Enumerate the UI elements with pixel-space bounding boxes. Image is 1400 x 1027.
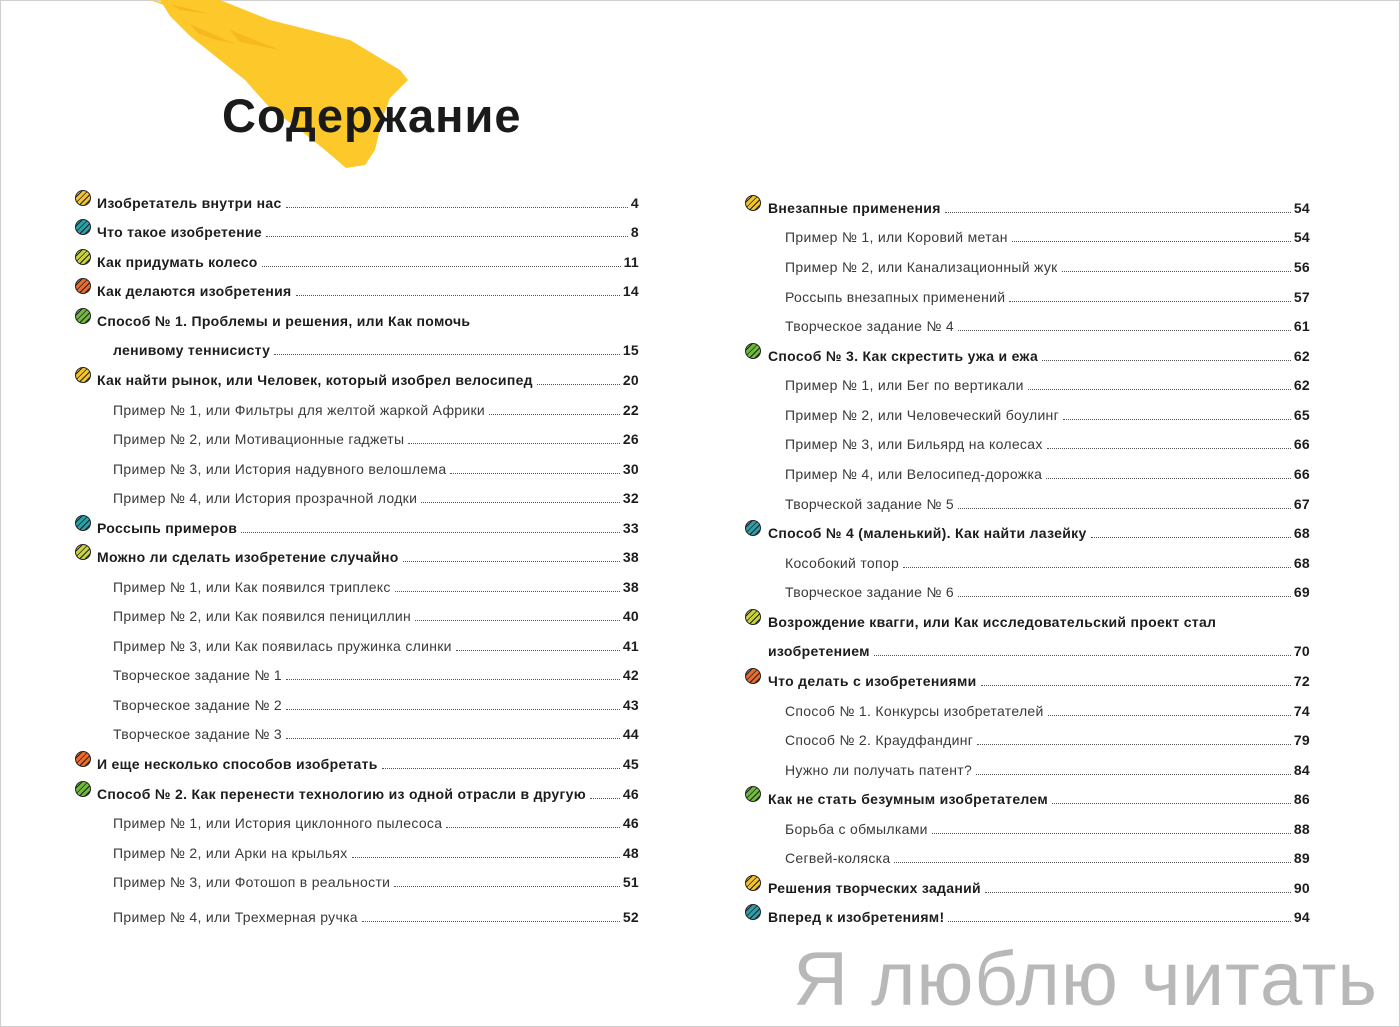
toc-entry-title: Как придумать колесо [97,254,258,270]
dot-leader [1062,271,1291,272]
toc-entry-title: Вперед к изобретениям! [768,909,945,925]
toc-entry-title: Пример № 1, или Фильтры для желтой жаркой Африки [113,402,486,418]
toc-entry[interactable] [768,638,1310,660]
striped-bullet-icon [75,308,91,324]
toc-entry-title: Пример № 2, или Мотивационные гаджеты [113,431,405,447]
toc-subentry[interactable] [113,869,639,891]
toc-entry-title: Творческое задание № 4 [785,318,954,334]
toc-page-number: 46 [622,786,639,802]
toc-subentry[interactable] [113,662,639,684]
toc-subentry[interactable] [785,579,1310,601]
toc-entry-title: Пример № 4, или История прозрачной лодки [113,490,418,506]
page-title: Содержание [222,89,522,142]
toc-entry[interactable] [97,515,639,537]
toc-page-number: 52 [622,909,639,925]
toc-page-number: 14 [622,283,639,299]
toc-entry-title: Пример № 3, или Бильярд на колесах [785,436,1043,452]
toc-page-number: 90 [1293,880,1310,896]
toc-page-number: 33 [622,520,639,536]
toc-entry-title: Возрождение квагги, или Как исследовательский проект стал [768,614,1217,630]
dot-leader [903,567,1291,568]
toc-subentry[interactable] [785,402,1310,424]
toc-entry-title: Пример № 3, или История надувного велошлема [113,461,447,477]
toc-page-number: 79 [1293,732,1310,748]
toc-entry-title: Пример № 4, или Трехмерная ручка [113,909,358,925]
toc-entry[interactable] [97,781,639,803]
toc-entry-title: Пример № 2, или Арки на крыльях [113,845,348,861]
toc-page-number: 46 [622,815,639,831]
dot-leader [932,833,1291,834]
toc-entry-title: Способ № 2. Как перенести технологию из одной отрасли в другую [97,786,586,802]
dot-leader [489,414,620,415]
toc-page-number: 8 [630,224,639,240]
striped-bullet-icon [745,875,761,891]
striped-bullet-icon [745,609,761,625]
toc-entry-title: Нужно ли получать патент? [785,762,973,778]
toc-subentry[interactable] [785,431,1310,453]
toc-subentry[interactable] [785,491,1310,513]
toc-entry-title: Способ № 1. Проблемы и решения, или Как помочь [97,313,471,329]
dot-leader [1046,478,1291,479]
toc-entry-title: Способ № 1. Конкурсы изобретателей [785,703,1044,719]
toc-page-number: 68 [1293,525,1310,541]
toc-entry-title: Как найти рынок, или Человек, который изобрел велосипед [97,372,533,388]
toc-subentry[interactable] [785,816,1310,838]
toc-page-number: 38 [622,549,639,565]
striped-bullet-icon [745,195,761,211]
toc-page-number: 86 [1293,791,1310,807]
toc-page-number: 48 [622,845,639,861]
striped-bullet-icon [75,278,91,294]
dot-leader [286,709,620,710]
toc-entry-title: Творческой задание № 5 [785,496,955,512]
toc-subentry[interactable] [113,456,639,478]
toc-entry-title: Можно ли сделать изобретение случайно [97,549,399,565]
toc-entry[interactable] [97,544,639,566]
toc-entry-title: ленивому теннисисту [113,342,271,358]
striped-bullet-icon [75,219,91,235]
toc-entry-title: Пример № 2, или Человеческий боулинг [785,407,1059,423]
toc-page-number: 51 [622,874,639,890]
toc-subentry[interactable] [785,372,1310,394]
toc-entry[interactable] [97,308,639,330]
toc-subentry[interactable] [113,574,639,596]
toc-page-number: 67 [1293,496,1310,512]
dot-leader [894,862,1290,863]
dot-leader [241,532,620,533]
dot-leader [1042,360,1291,361]
toc-entry[interactable] [768,668,1310,690]
toc-page-number: 56 [1293,259,1310,275]
toc-entry[interactable] [97,249,639,271]
striped-bullet-icon [745,343,761,359]
dot-leader [1048,715,1291,716]
toc-page-number: 89 [1293,850,1310,866]
toc-subentry[interactable] [113,603,639,625]
toc-entry-title: Пример № 1, или Коровий метан [785,229,1008,245]
toc-subentry[interactable] [785,845,1310,867]
dot-leader [286,738,620,739]
dot-leader [985,892,1291,893]
dot-leader [456,650,620,651]
toc-subentry[interactable] [113,810,639,832]
striped-bullet-icon [745,786,761,802]
toc-entry[interactable] [768,520,1310,542]
dot-leader [352,857,620,858]
toc-page-number: 15 [622,342,639,358]
toc-page-number: 69 [1293,584,1310,600]
toc-entry-title: Изобретатель внутри нас [97,195,282,211]
dot-leader [948,921,1290,922]
toc-entry-title: Пример № 2, или Канализационный жук [785,259,1058,275]
dot-leader [945,212,1291,213]
toc-entry[interactable] [768,343,1310,365]
toc-entry-title: Творческое задание № 1 [113,667,282,683]
toc-subentry[interactable] [785,313,1310,335]
toc-page-number: 84 [1293,762,1310,778]
toc-entry-title: Пример № 3, или Фотошоп в реальности [113,874,391,890]
dot-leader [286,679,620,680]
dot-leader [977,744,1291,745]
toc-subentry[interactable] [785,757,1310,779]
toc-entry-title: изобретением [768,643,870,659]
toc-entry-title: Россыпь внезапных применений [785,289,1006,305]
toc-page-number: 26 [622,431,639,447]
dot-leader [1052,803,1291,804]
dot-leader [408,443,619,444]
toc-entry-title: Как не стать безумным изобретателем [768,791,1048,807]
toc-entry-title: Пример № 2, или Как появился пенициллин [113,608,412,624]
toc-subentry[interactable] [113,721,639,743]
dot-leader [450,473,619,474]
watermark-text: Я люблю читать [793,937,1378,1022]
toc-entry-title: Пример № 4, или Велосипед-дорожка [785,466,1043,482]
dot-leader [262,266,621,267]
toc-page-number: 4 [630,195,639,211]
dot-leader [395,591,620,592]
toc-entry[interactable] [768,875,1310,897]
dot-leader [1012,241,1291,242]
toc-subentry[interactable] [785,284,1310,306]
toc-page-number: 72 [1293,673,1310,689]
toc-page-number: 30 [622,461,639,477]
toc-page-number: 54 [1293,200,1310,216]
dot-leader [590,798,620,799]
dot-leader [958,330,1291,331]
dot-leader [286,207,628,208]
toc-page-number: 42 [622,667,639,683]
toc-entry-title: Как делаются изобретения [97,283,292,299]
striped-bullet-icon [745,904,761,920]
toc-entry[interactable] [768,786,1310,808]
dot-leader [1063,419,1291,420]
toc-page-number: 88 [1293,821,1310,837]
dot-leader [1091,537,1291,538]
toc-page-number: 40 [622,608,639,624]
dot-leader [1028,389,1291,390]
toc-page-number: 20 [622,372,639,388]
toc-page-number: 43 [622,697,639,713]
toc-page-number: 66 [1293,436,1310,452]
toc-entry-title: И еще несколько способов изобретать [97,756,378,772]
dot-leader [266,236,628,237]
dot-leader [958,508,1291,509]
dot-leader [981,685,1291,686]
toc-page-number: 45 [622,756,639,772]
toc-entry[interactable] [768,195,1310,217]
dot-leader [1009,301,1290,302]
striped-bullet-icon [75,751,91,767]
striped-bullet-icon [745,668,761,684]
toc-page-number: 41 [622,638,639,654]
striped-bullet-icon [75,515,91,531]
toc-subentry[interactable] [113,692,639,714]
toc-page-number: 66 [1293,466,1310,482]
toc-subentry[interactable] [113,633,639,655]
dot-leader [537,384,620,385]
toc-entry-title: Сегвей-коляска [785,850,891,866]
striped-bullet-icon [75,367,91,383]
toc-entry-title: Творческое задание № 6 [785,584,954,600]
toc-page-number: 11 [623,254,639,270]
striped-bullet-icon [75,249,91,265]
toc-subentry[interactable] [785,461,1310,483]
toc-page-number: 38 [622,579,639,595]
striped-bullet-icon [75,544,91,560]
toc-entry-title: Способ № 3. Как скрестить ужа и ежа [768,348,1039,364]
dot-leader [394,886,620,887]
toc-entry[interactable] [768,904,1310,926]
toc-page-number: 65 [1293,407,1310,423]
toc-page-number: 54 [1293,229,1310,245]
toc-entry-title: Творческое задание № 3 [113,726,282,742]
toc-entry[interactable] [768,609,1310,631]
dot-leader [296,295,620,296]
toc-page-number: 61 [1293,318,1310,334]
dot-leader [274,354,620,355]
toc-subentry[interactable] [785,727,1310,749]
toc-page-number: 44 [622,726,639,742]
striped-bullet-icon [75,781,91,797]
dot-leader [958,596,1291,597]
toc-entry[interactable] [97,190,639,212]
toc-subentry[interactable] [785,698,1310,720]
dot-leader [421,502,620,503]
toc-entry-title: Пример № 1, или Как появился триплекс [113,579,391,595]
dot-leader [446,827,620,828]
toc-entry-title: Пример № 1, или История циклонного пылесоса [113,815,443,831]
toc-subentry[interactable] [785,254,1310,276]
toc-entry[interactable] [113,337,639,359]
toc-page-number: 94 [1293,909,1310,925]
dot-leader [382,768,620,769]
toc-entry-title: Внезапные применения [768,200,941,216]
toc-entry-title: Кособокий топор [785,555,900,571]
toc-entry[interactable] [97,278,639,300]
toc-entry-title: Способ № 2. Краудфандинг [785,732,974,748]
toc-subentry[interactable] [785,224,1310,246]
striped-bullet-icon [745,520,761,536]
toc-page-number: 22 [622,402,639,418]
toc-entry-title: Пример № 1, или Бег по вертикали [785,377,1024,393]
striped-bullet-icon [75,190,91,206]
toc-page-number: 74 [1293,703,1310,719]
toc-page-number: 57 [1293,289,1310,305]
toc-entry-title: Россыпь примеров [97,520,238,536]
toc-entry-title: Решения творческих заданий [768,880,981,896]
toc-page-number: 70 [1293,643,1310,659]
toc-page-number: 68 [1293,555,1310,571]
toc-entry-title: Что такое изобретение [97,224,263,240]
dot-leader [415,620,620,621]
toc-entry[interactable] [97,367,639,389]
toc-subentry[interactable] [113,904,639,926]
toc-subentry[interactable] [113,840,639,862]
toc-entry[interactable] [97,219,639,241]
dot-leader [362,921,620,922]
toc-page-number: 62 [1293,377,1310,393]
dot-leader [1047,448,1291,449]
toc-entry-title: Способ № 4 (маленький). Как найти лазейку [768,525,1087,541]
dot-leader [976,774,1291,775]
toc-entry-title: Что делать с изобретениями [768,673,977,689]
toc-entry-title: Пример № 3, или Как появилась пружинка слинки [113,638,452,654]
dot-leader [403,561,620,562]
toc-subentry[interactable] [113,485,639,507]
toc-subentry[interactable] [113,426,639,448]
dot-leader [874,655,1291,656]
toc-subentry[interactable] [785,550,1310,572]
toc-page-number: 62 [1293,348,1310,364]
toc-entry-title: Борьба с обмылками [785,821,928,837]
toc-page-number: 32 [622,490,639,506]
toc-subentry[interactable] [113,397,639,419]
toc-entry[interactable] [97,751,639,773]
toc-entry-title: Творческое задание № 2 [113,697,282,713]
